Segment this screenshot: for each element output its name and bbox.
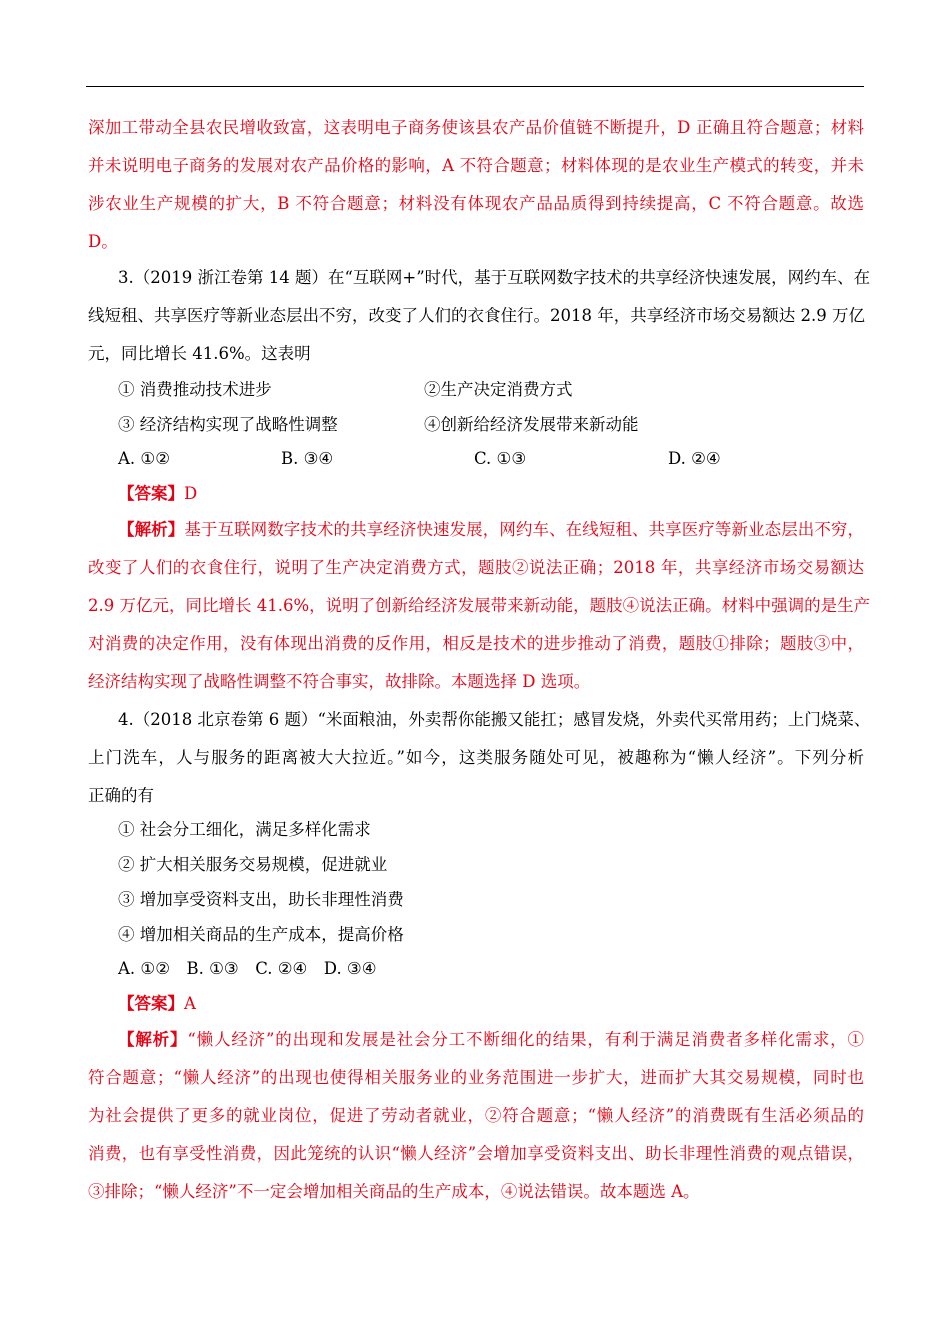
q3-item-4: ④创新给经济发展带来新动能 — [424, 415, 639, 434]
q3-analysis-line: 2.9 万亿元，同比增长 41.6%，说明了创新给经济发展带来新动能，题肢④说法正确。材料中强调的是生产 — [88, 596, 871, 615]
q3-answer — [118, 484, 197, 504]
carryover-line: D。 — [88, 232, 118, 251]
q4-stem-line: 4.（2018 北京卷第 6 题）“米面粮油，外卖帮你能搬又能扛；感冒发烧，外卖代买常用药；上门烧菜、 — [118, 710, 871, 729]
q4-analysis-line: ③排除；“懒人经济”不一定会增加相关商品的生产成本，④说法错误。故本题选 A。 — [88, 1182, 700, 1201]
q4-item-3: ③ 增加享受资料支出，助长非理性消费 — [118, 890, 404, 909]
q4-options: A. ①② B. ①③ C. ②④ D. ③④ — [118, 959, 377, 978]
q3-stem-line: 3.（2019 浙江卷第 14 题）在“互联网+”时代，基于互联网数字技术的共享经济快速发展，网约车、在 — [118, 268, 871, 287]
q4-analysis-line: 符合题意；“懒人经济”的出现也使得相关服务业的业务范围进一步扩大，进而扩大其交易规模，同时也 — [88, 1068, 864, 1087]
q3-analysis-line: 经济结构实现了战略性调整不符合事实，故排除。本题选择 D 选项。 — [88, 672, 591, 691]
q4-item-1: ① 社会分工细化，满足多样化需求 — [118, 820, 371, 839]
q3-stem-line: 线短租、共享医疗等新业态层出不穷，改变了人们的衣食住行。2018 年，共享经济市场交易额达 2.9 万亿 — [88, 306, 865, 325]
q3-option-b: B. ③④ — [281, 449, 334, 468]
header-rule — [86, 86, 864, 87]
q3-option-a: A. ①② — [118, 449, 170, 468]
q3-analysis-line: 改变了人们的衣食住行，说明了生产决定消费方式，题肢②说法正确；2018 年，共享经济市场交易额达 — [88, 558, 864, 577]
analysis-tag: 【解析】 — [118, 520, 185, 539]
q3-analysis-line: 对消费的决定作用，没有体现出消费的反作用，相反是技术的进步推动了消费，题肢①排除；题肢③中， — [88, 634, 864, 653]
answer-tag: 【答案】 — [118, 994, 184, 1013]
q3-option-c: C. ①③ — [474, 449, 527, 468]
carryover-line: 涉农业生产规模的扩大，B 不符合题意；材料没有体现农产品品质得到持续提高，C 不符合题意。故选 — [88, 194, 864, 213]
answer-tag: 【答案】 — [118, 484, 184, 503]
q4-analysis-line: 消费，也有享受性消费，因此笼统的认识“懒人经济”会增加享受资料支出、助长非理性消费的观点错误， — [88, 1144, 864, 1163]
answer-value: D — [184, 484, 198, 503]
q4-stem-line: 上门洗车，人与服务的距离被大大拉近。”如今，这类服务随处可见，被趣称为“懒人经济”。下列分析 — [88, 748, 864, 767]
q3-item-2: ②生产决定消费方式 — [424, 380, 573, 399]
answer-value: A — [184, 994, 196, 1013]
carryover-line: 深加工带动全县农民增收致富，这表明电子商务使该县农产品价值链不断提升，D 正确且符合题意；材料 — [88, 118, 864, 137]
q4-stem-line: 正确的有 — [88, 786, 154, 805]
q4-analysis-line: 为社会提供了更多的就业岗位，促进了劳动者就业，②符合题意；“懒人经济”的消费既有生活必须品的 — [88, 1106, 864, 1125]
q3-item-3: ③ 经济结构实现了战略性调整 — [118, 415, 338, 434]
q3-item-1: ① 消费推动技术进步 — [118, 380, 272, 399]
q4-analysis-line: 【解析】“懒人经济”的出现和发展是社会分工不断细化的结果，有利于满足消费者多样化需求，① — [118, 1030, 865, 1049]
q4-item-2: ② 扩大相关服务交易规模，促进就业 — [118, 855, 388, 874]
q3-analysis-line: 【解析】基于互联网数字技术的共享经济快速发展，网约车、在线短租、共享医疗等新业态层出不穷， — [118, 520, 865, 539]
analysis-tag: 【解析】 — [118, 1030, 188, 1049]
carryover-line: 并未说明电子商务的发展对农产品价格的影响，A 不符合题意；材料体现的是农业生产模式的转变，并未 — [88, 156, 864, 175]
q3-stem-line: 元，同比增长 41.6%。这表明 — [88, 344, 311, 363]
q4-item-4: ④ 增加相关商品的生产成本，提高价格 — [118, 925, 404, 944]
q4-answer — [118, 994, 196, 1014]
q3-option-d: D. ②④ — [668, 449, 721, 468]
